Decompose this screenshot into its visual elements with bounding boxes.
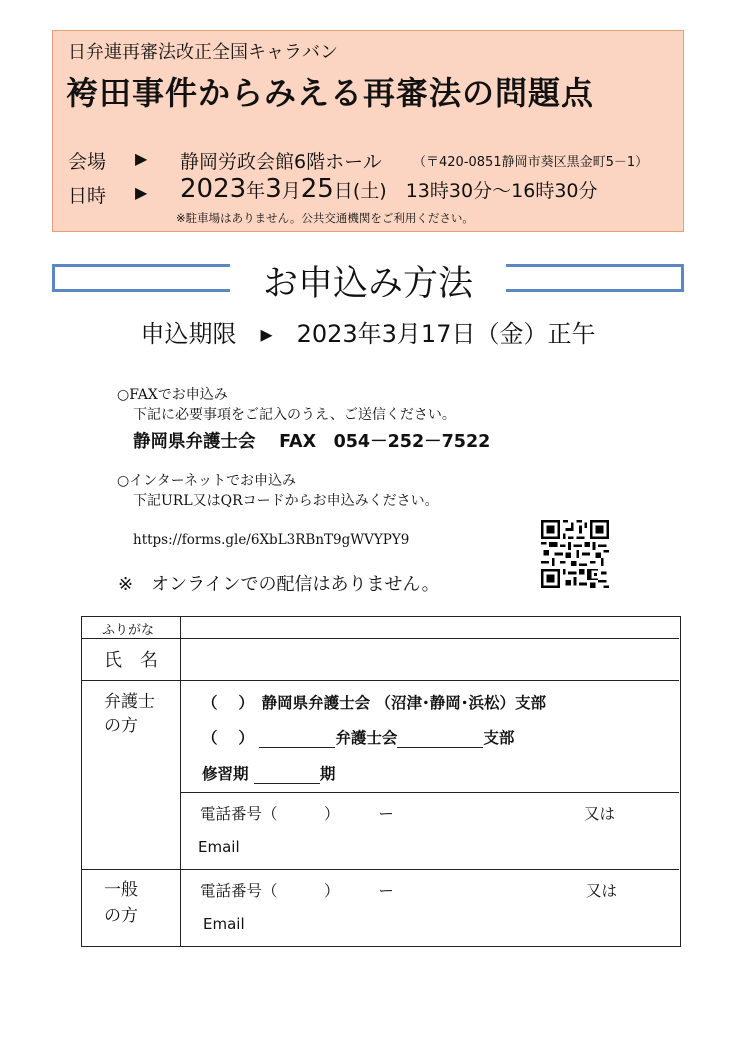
venue-address: （〒420-0851静岡市葵区黒金町5－1）: [413, 155, 649, 170]
parking-note: ※駐車場はありません。公共交通機関をご利用ください。: [176, 211, 474, 225]
form-column-divider: [180, 617, 181, 946]
section-title: お申込み方法: [262, 264, 473, 304]
option-other-checkbox[interactable]: （ ）: [202, 729, 254, 747]
form-url-link[interactable]: https://forms.gle/6XbL3RBnT9gWVYPY9: [133, 532, 410, 548]
date-day-unit: 日: [333, 180, 353, 202]
application-form-table: [81, 616, 681, 947]
lawyer-label-line1: 弁護士: [104, 692, 155, 712]
name-field[interactable]: [182, 640, 678, 680]
fax-heading: ○FAXでお申込み: [117, 387, 228, 403]
time-end-hour-unit: 時: [535, 180, 555, 202]
fax-number-line: 静岡県弁護士会 FAX 054－252－7522: [133, 432, 491, 452]
training-term-suffix: 期: [319, 765, 336, 783]
row-divider: [82, 638, 679, 639]
venue-arrow-icon: ▶: [135, 149, 148, 168]
time-end-minute: 30: [554, 180, 579, 202]
date-label: 日時: [68, 185, 107, 207]
event-datetime: [180, 174, 598, 204]
fax-instruction: 下記に必要事項をご記入のうえ、ご送信ください。: [133, 407, 456, 423]
date-month: 3: [265, 174, 282, 204]
lawyer-label-line2: の方: [104, 716, 138, 736]
date-month-unit: 月: [281, 180, 301, 202]
date-year-unit: 年: [246, 180, 266, 202]
lawyer-email-label: Email: [198, 838, 240, 856]
venue-name: 静岡労政会館6階ホール: [180, 151, 382, 173]
venue-label: 会場: [68, 151, 107, 173]
general-email-label: Email: [203, 915, 245, 933]
internet-instruction: 下記URL又はQRコードからお申込みください。: [133, 493, 439, 509]
time-end-minute-unit: 分: [578, 180, 598, 202]
row-divider: [82, 869, 679, 870]
time-start-hour: 13: [405, 180, 430, 202]
general-phone-label: 電話番号（ ） ー: [200, 882, 394, 900]
branch-suffix: 支部: [483, 729, 515, 747]
date-year: 2023: [180, 174, 247, 204]
general-label-line2: の方: [104, 906, 138, 926]
furigana-label: ふりがな: [102, 623, 155, 638]
training-term-label: 修習期: [202, 765, 249, 783]
furigana-field[interactable]: [182, 617, 678, 638]
time-start-minute: 30: [448, 180, 474, 202]
lawyer-option-other[interactable]: [202, 726, 514, 748]
lawyer-or-label: 又は: [584, 805, 616, 823]
heading-bar-left: [52, 264, 230, 292]
application-deadline: 申込期限 ▸ 2023年3月17日（金）正午: [140, 320, 596, 348]
qr-code-icon[interactable]: [541, 520, 609, 588]
date-weekday: (土): [352, 180, 387, 202]
training-term-line: [202, 762, 335, 784]
time-start-minute-unit: 分: [473, 180, 493, 202]
lawyer-phone-label: 電話番号（ ） ー: [200, 805, 394, 823]
row-divider: [82, 680, 679, 681]
bar-association-blank[interactable]: [259, 731, 335, 748]
general-label-line1: 一般: [104, 880, 138, 900]
lawyer-option-shizuoka[interactable]: （ ） 静岡県弁護士会 （沼津･静岡･浜松）支部: [202, 694, 547, 712]
general-or-label: 又は: [586, 882, 618, 900]
branch-blank[interactable]: [397, 731, 483, 748]
date-day: 25: [300, 174, 334, 204]
row-divider: [180, 792, 679, 793]
time-end-hour: 16: [511, 180, 536, 202]
name-label: 氏 名: [104, 650, 158, 671]
heading-bar-right: [506, 264, 684, 292]
time-separator: ～: [492, 180, 512, 202]
time-start-hour-unit: 時: [429, 180, 449, 202]
internet-heading: ○インターネットでお申込み: [117, 473, 296, 489]
event-title: 袴田事件からみえる再審法の問題点: [66, 74, 595, 112]
online-streaming-note: ※ オンラインでの配信はありません。: [118, 574, 440, 595]
event-subtitle: 日弁連再審法改正全国キャラバン: [68, 42, 338, 63]
date-arrow-icon: ▶: [135, 183, 148, 202]
bar-association-suffix: 弁護士会: [335, 729, 398, 747]
training-term-blank[interactable]: [254, 767, 320, 784]
